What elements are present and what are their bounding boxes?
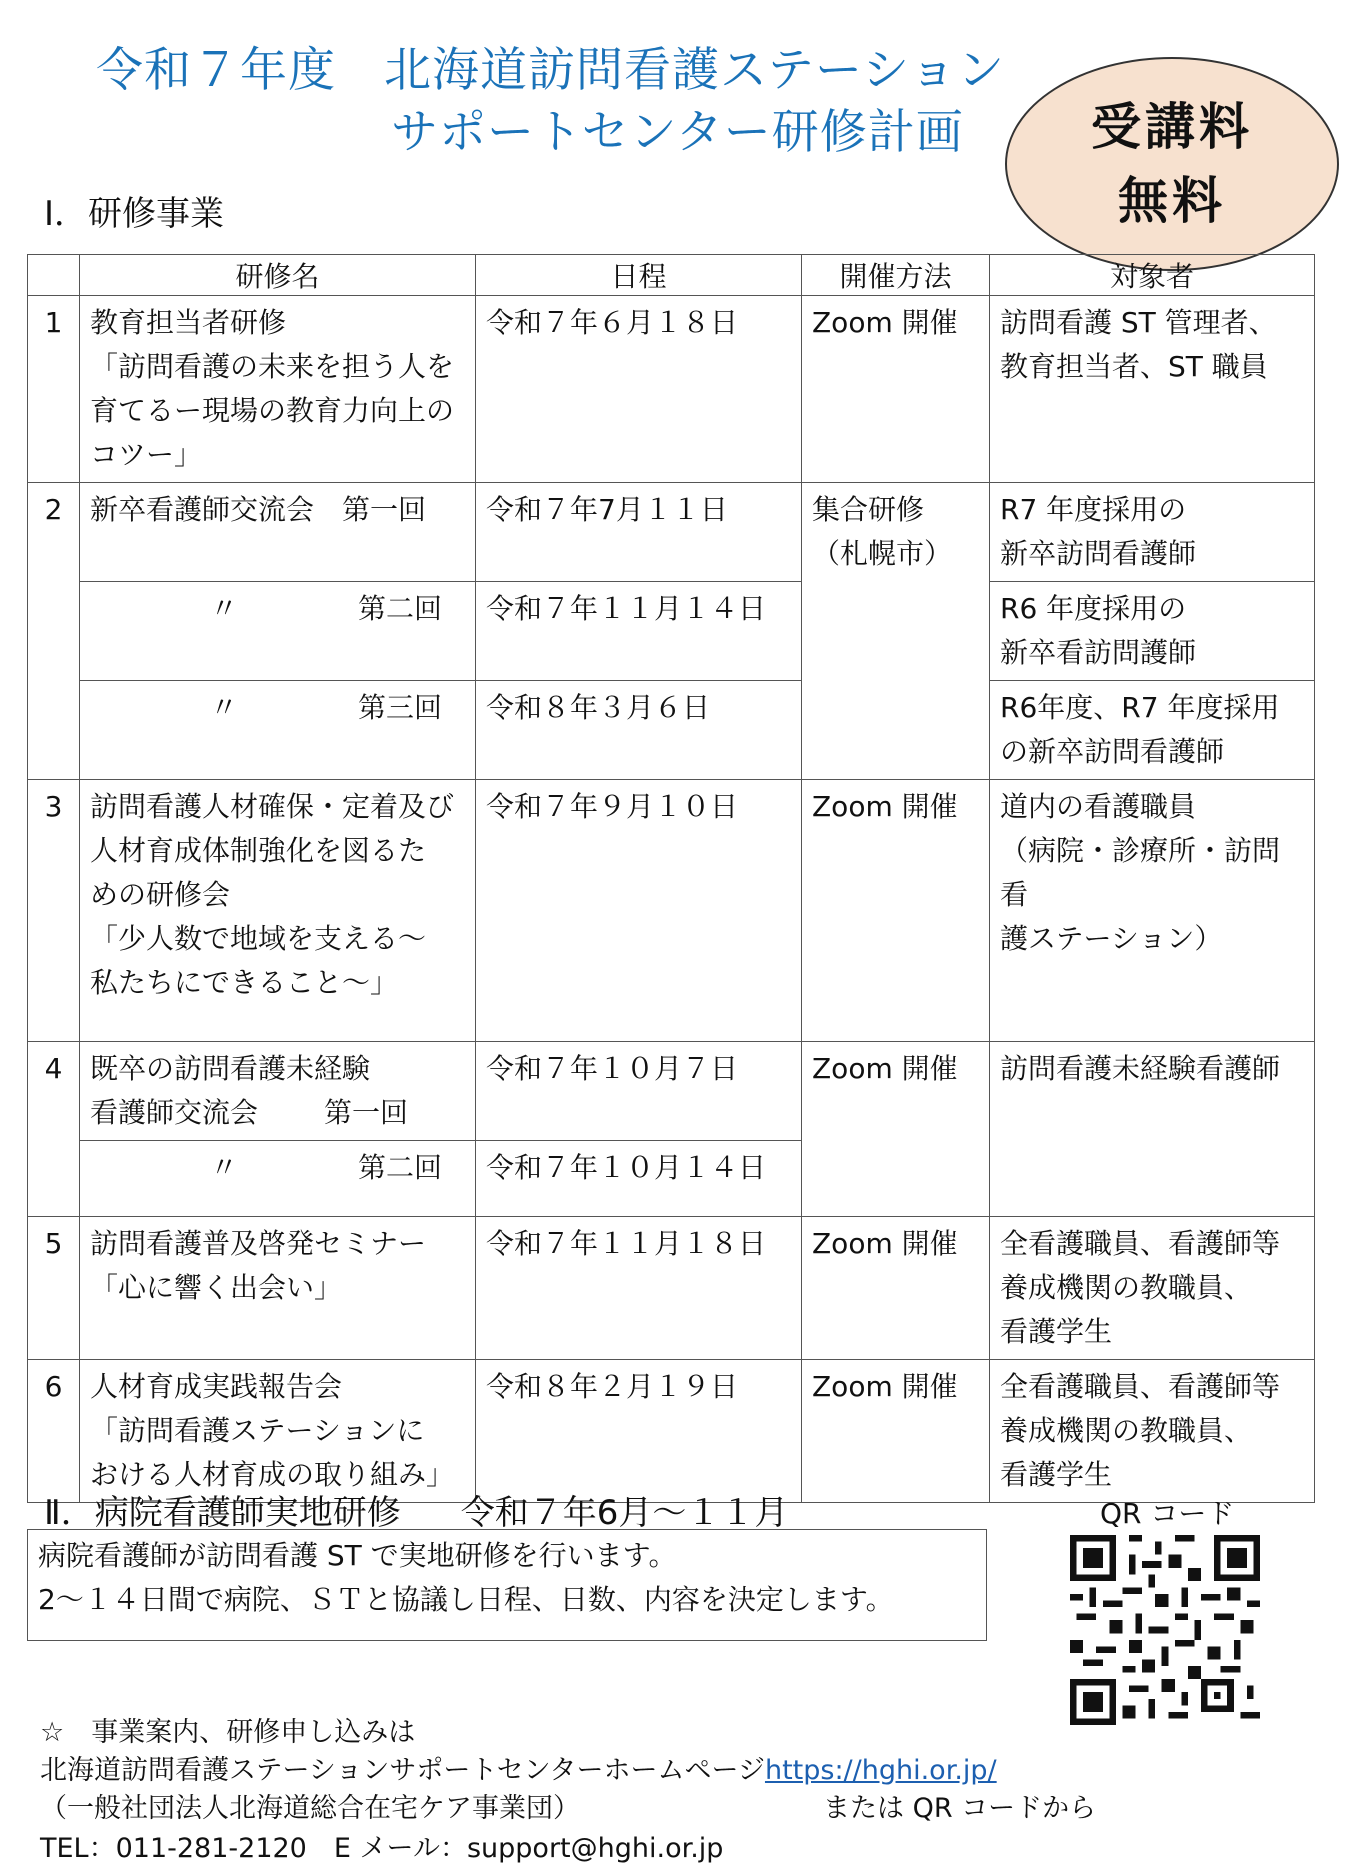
target-line: 教育担当者、ST 職員 — [1000, 350, 1268, 383]
training-method: Zoom 開催 — [802, 1042, 990, 1217]
name-line: 看護師交流会 — [90, 1096, 259, 1129]
target-line: 全看護職員、看護師等 — [1000, 1370, 1281, 1403]
footer-line-1: ☆ 事業案内、研修申し込みは — [40, 1717, 416, 1748]
title-line-1: 令和７年度 北海道訪問看護ステーション — [96, 43, 1006, 98]
round-label: 第一回 — [324, 1096, 409, 1129]
description-line: 2～１４日間で病院、ＳＴと協議し日程、日数、内容を決定します。 — [38, 1583, 894, 1616]
training-date: 令和７年7月１１日 — [476, 483, 802, 582]
method-line: （札幌市） — [812, 537, 953, 570]
row-number: 1 — [28, 296, 80, 483]
training-target — [990, 483, 1315, 582]
round-label: 第三回 — [358, 691, 443, 724]
qr-instruction: または QR コードから — [823, 1793, 1097, 1824]
name-line: 「訪問看護ステーションに — [90, 1414, 425, 1447]
row-number: 6 — [28, 1360, 80, 1503]
row-number: 5 — [28, 1217, 80, 1360]
name-line: 人材育成体制強化を図るた — [90, 834, 427, 867]
target-line: （病院・診療所・訪問看 — [1000, 834, 1281, 911]
training-date: 令和７年１１月１４日 — [476, 582, 802, 681]
section-2-heading — [44, 1485, 788, 1534]
header-no — [28, 255, 80, 296]
training-target — [990, 582, 1315, 681]
table-row — [28, 582, 1315, 681]
training-date: 令和７年１０月７日 — [476, 1042, 802, 1141]
qr-code-label: QR コード — [1100, 1497, 1235, 1530]
section-1-heading: Ⅰ．研修事業 — [44, 194, 225, 234]
table-row — [28, 1042, 1315, 1141]
section-2-description-box — [27, 1529, 987, 1641]
training-name — [80, 1141, 476, 1217]
training-name — [80, 483, 476, 582]
training-method — [802, 483, 990, 780]
name-line: 教育担当者研修 — [90, 306, 287, 339]
training-target — [990, 296, 1315, 483]
name-line: 「訪問看護の未来を担う人を — [90, 350, 455, 383]
training-method: Zoom 開催 — [802, 1360, 990, 1503]
training-date: 令和８年２月１９日 — [476, 1360, 802, 1503]
table-row — [28, 1217, 1315, 1360]
organization-name: （一般社団法人北海道総合在宅ケア事業団） — [40, 1793, 580, 1824]
table-row — [28, 483, 1315, 582]
name-line: 育てるー現場の教育力向上の — [90, 394, 455, 427]
description-line: 病院看護師が訪問看護 ST で実地研修を行います。 — [38, 1539, 677, 1572]
target-line: 道内の看護職員 — [1000, 790, 1197, 823]
method-line: 集合研修 — [812, 493, 925, 526]
name-line: 既卒の訪問看護未経験 — [90, 1052, 371, 1085]
badge-line-1: 受講料 — [1091, 98, 1253, 156]
training-date: 令和８年３月６日 — [476, 681, 802, 780]
training-name — [80, 780, 476, 1042]
homepage-label: 北海道訪問看護ステーションサポートセンターホームページ — [40, 1755, 765, 1786]
header-name: 研修名 — [80, 255, 476, 296]
target-line: 訪問看護 ST 管理者、 — [1000, 306, 1277, 339]
badge-line-2: 無料 — [1118, 172, 1226, 230]
row-number: 4 — [28, 1042, 80, 1217]
training-name — [80, 1217, 476, 1360]
target-line: 新卒看訪問護師 — [1000, 636, 1197, 669]
training-name — [80, 1360, 476, 1503]
page-title — [96, 40, 1005, 164]
target-line: R7 年度採用の — [1000, 493, 1187, 526]
target-line: 看護学生 — [1000, 1458, 1113, 1491]
title-line-2: サポートセンター研修計画 — [391, 105, 964, 160]
ditto-mark: 〃 — [210, 1151, 239, 1184]
header-target: 対象者 — [990, 255, 1315, 296]
table-header-row — [28, 255, 1315, 296]
round-label: 第二回 — [358, 1151, 443, 1184]
training-date: 令和７年６月１８日 — [476, 296, 802, 483]
name-line: コツー」 — [90, 438, 203, 471]
footer-contact: TEL：011-281-2120 E メール：support@hghi.or.jp — [40, 1833, 724, 1864]
name-line: 人材育成実践報告会 — [90, 1370, 343, 1403]
target-line: 護ステーション） — [1000, 922, 1223, 955]
name-line: 訪問看護普及啓発セミナー — [90, 1227, 427, 1260]
target-line: 養成機関の教職員、 — [1000, 1414, 1253, 1447]
round-label: 第二回 — [358, 592, 443, 625]
table-row — [28, 780, 1315, 1042]
table-row — [28, 1360, 1315, 1503]
training-target: 訪問看護未経験看護師 — [990, 1042, 1315, 1217]
target-line: R6年度、R7 年度採用 — [1000, 691, 1280, 724]
training-date: 令和７年１０月１４日 — [476, 1141, 802, 1217]
training-name — [80, 1042, 476, 1141]
training-target — [990, 780, 1315, 1042]
name-line: 「心に響く出会い」 — [90, 1271, 343, 1304]
row-number: 2 — [28, 483, 80, 780]
target-line: 養成機関の教職員、 — [1000, 1271, 1253, 1304]
training-method: Zoom 開催 — [802, 1217, 990, 1360]
target-line: 新卒訪問看護師 — [1000, 537, 1197, 570]
target-line: の新卒訪問看護師 — [1000, 735, 1225, 768]
name-line: おける人材育成の取り組み」 — [90, 1458, 455, 1491]
footer-line-3 — [40, 1786, 1097, 1825]
round-label: 第一回 — [342, 493, 427, 526]
name-line: 新卒看護師交流会 — [90, 493, 315, 526]
header-date: 日程 — [476, 255, 802, 296]
training-date: 令和７年１１月１８日 — [476, 1217, 802, 1360]
training-name — [80, 681, 476, 780]
ditto-mark: 〃 — [210, 691, 239, 724]
table-row — [28, 296, 1315, 483]
free-badge — [1005, 57, 1339, 271]
target-line: 全看護職員、看護師等 — [1000, 1227, 1281, 1260]
target-line: R6 年度採用の — [1000, 592, 1187, 625]
name-line: 「少人数で地域を支える～ — [90, 922, 427, 955]
section-2-title: Ⅱ．病院看護師実地研修 — [44, 1493, 401, 1533]
footer-line-2 — [40, 1748, 997, 1787]
training-name — [80, 582, 476, 681]
homepage-link[interactable]: https://hghi.or.jp/ — [764, 1755, 997, 1786]
training-method: Zoom 開催 — [802, 296, 990, 483]
training-schedule-table — [27, 254, 1315, 1503]
name-line: 訪問看護人材確保・定着及び — [90, 790, 455, 823]
target-line: 看護学生 — [1000, 1315, 1113, 1348]
training-date: 令和７年９月１０日 — [476, 780, 802, 1042]
name-line: めの研修会 — [90, 878, 231, 911]
ditto-mark: 〃 — [210, 592, 239, 625]
training-name — [80, 296, 476, 483]
training-method: Zoom 開催 — [802, 780, 990, 1042]
training-target — [990, 1360, 1315, 1503]
header-method: 開催方法 — [802, 255, 990, 296]
row-number: 3 — [28, 780, 80, 1042]
name-line: 私たちにできること～」 — [90, 966, 399, 999]
training-target — [990, 681, 1315, 780]
qr-code-image[interactable] — [1070, 1535, 1260, 1725]
table-row — [28, 681, 1315, 780]
training-target — [990, 1217, 1315, 1360]
section-2-period: 令和７年6月～１１月 — [460, 1493, 789, 1533]
